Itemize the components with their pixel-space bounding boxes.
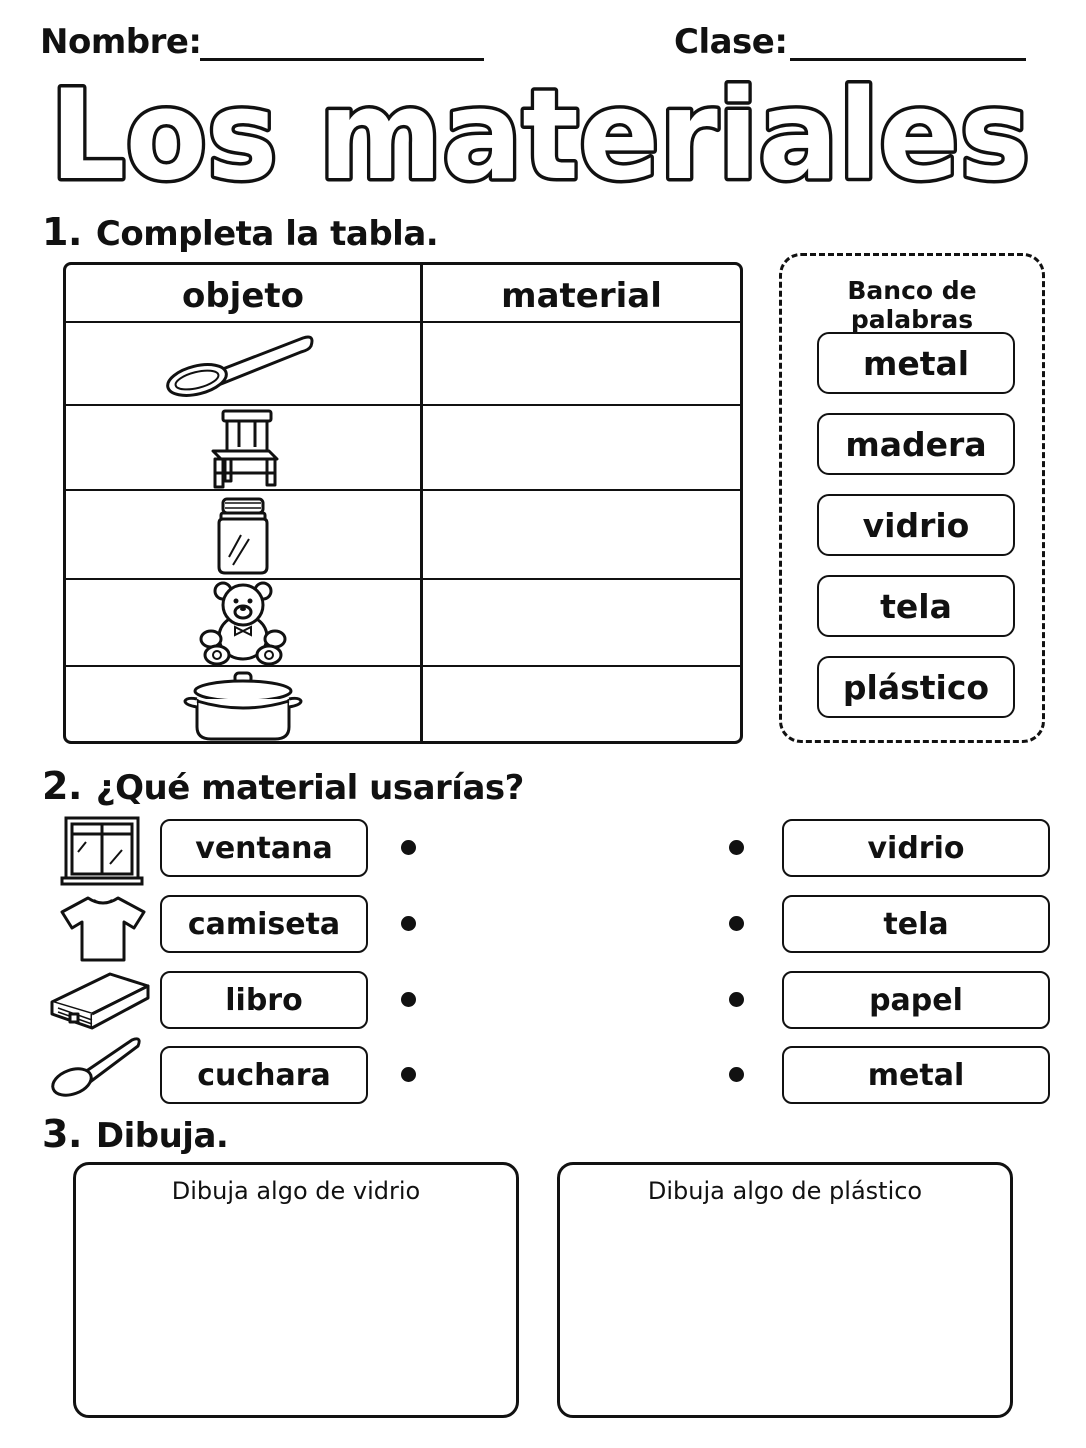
book-icon bbox=[48, 968, 152, 1034]
drawing-box-plastic[interactable] bbox=[557, 1162, 1013, 1418]
page-title bbox=[40, 70, 1040, 200]
match-right-dot[interactable] bbox=[729, 1067, 744, 1082]
spoon-icon bbox=[163, 328, 323, 400]
match-left-dot[interactable] bbox=[401, 1067, 416, 1082]
spoon-icon bbox=[48, 1034, 144, 1100]
window-icon bbox=[60, 816, 144, 886]
match-left-libro: libro bbox=[160, 971, 368, 1029]
name-label: Nombre: bbox=[40, 22, 202, 62]
page-title-text: Los materiales bbox=[50, 70, 1030, 200]
match-left-ventana: ventana bbox=[160, 819, 368, 877]
material-answer-cell[interactable] bbox=[423, 667, 740, 744]
match-right-vidrio: vidrio bbox=[782, 819, 1050, 877]
match-right-metal: metal bbox=[782, 1046, 1050, 1104]
match-left-dot[interactable] bbox=[401, 992, 416, 1007]
table-header-object: objeto bbox=[181, 276, 305, 316]
pot-icon bbox=[181, 669, 305, 743]
word-bank-item: tela bbox=[817, 575, 1015, 637]
material-answer-cell[interactable] bbox=[423, 491, 740, 578]
material-answer-cell[interactable] bbox=[423, 580, 740, 665]
drawing-box-caption: Dibuja algo de plástico bbox=[647, 1177, 923, 1205]
match-left-camiseta: camiseta bbox=[160, 895, 368, 953]
match-right-dot[interactable] bbox=[729, 840, 744, 855]
match-left-dot[interactable] bbox=[401, 840, 416, 855]
material-answer-cell[interactable] bbox=[423, 323, 740, 404]
section-3-title: Dibuja. bbox=[95, 1116, 229, 1156]
materials-table bbox=[63, 262, 743, 744]
table-row-object bbox=[66, 406, 420, 489]
jar-icon bbox=[211, 495, 275, 575]
section-2-heading bbox=[42, 764, 524, 808]
section-3-number: 3. bbox=[42, 1112, 82, 1156]
word-bank-item: vidrio bbox=[817, 494, 1015, 556]
match-right-tela: tela bbox=[782, 895, 1050, 953]
class-input-line[interactable] bbox=[790, 58, 1026, 61]
match-right-papel: papel bbox=[782, 971, 1050, 1029]
section-1-title: Completa la tabla. bbox=[95, 214, 439, 254]
section-2-number: 2. bbox=[42, 764, 82, 808]
word-bank-title: Banco de palabras bbox=[847, 276, 977, 334]
table-row-object bbox=[66, 491, 420, 578]
section-2-title: ¿Qué material usarías? bbox=[95, 768, 524, 808]
drawing-box-glass[interactable] bbox=[73, 1162, 519, 1418]
section-3-heading bbox=[42, 1112, 228, 1156]
section-1-number: 1. bbox=[42, 210, 82, 254]
match-left-cuchara: cuchara bbox=[160, 1046, 368, 1104]
name-input-line[interactable] bbox=[200, 58, 484, 61]
drawing-box-caption: Dibuja algo de vidrio bbox=[171, 1177, 421, 1205]
teddy-bear-icon bbox=[195, 581, 291, 665]
match-right-dot[interactable] bbox=[729, 916, 744, 931]
table-row-object bbox=[66, 323, 420, 404]
word-bank-item: plástico bbox=[817, 656, 1015, 718]
class-label: Clase: bbox=[674, 22, 788, 62]
word-bank bbox=[779, 253, 1045, 743]
match-right-dot[interactable] bbox=[729, 992, 744, 1007]
table-row-object bbox=[66, 667, 420, 744]
section-1-heading bbox=[42, 210, 438, 254]
word-bank-item: madera bbox=[817, 413, 1015, 475]
tshirt-icon bbox=[60, 894, 146, 964]
word-bank-item: metal bbox=[817, 332, 1015, 394]
match-left-dot[interactable] bbox=[401, 916, 416, 931]
material-answer-cell[interactable] bbox=[423, 406, 740, 489]
table-row-object bbox=[66, 580, 420, 665]
chair-icon bbox=[203, 407, 283, 489]
table-header-material: material bbox=[501, 276, 662, 316]
